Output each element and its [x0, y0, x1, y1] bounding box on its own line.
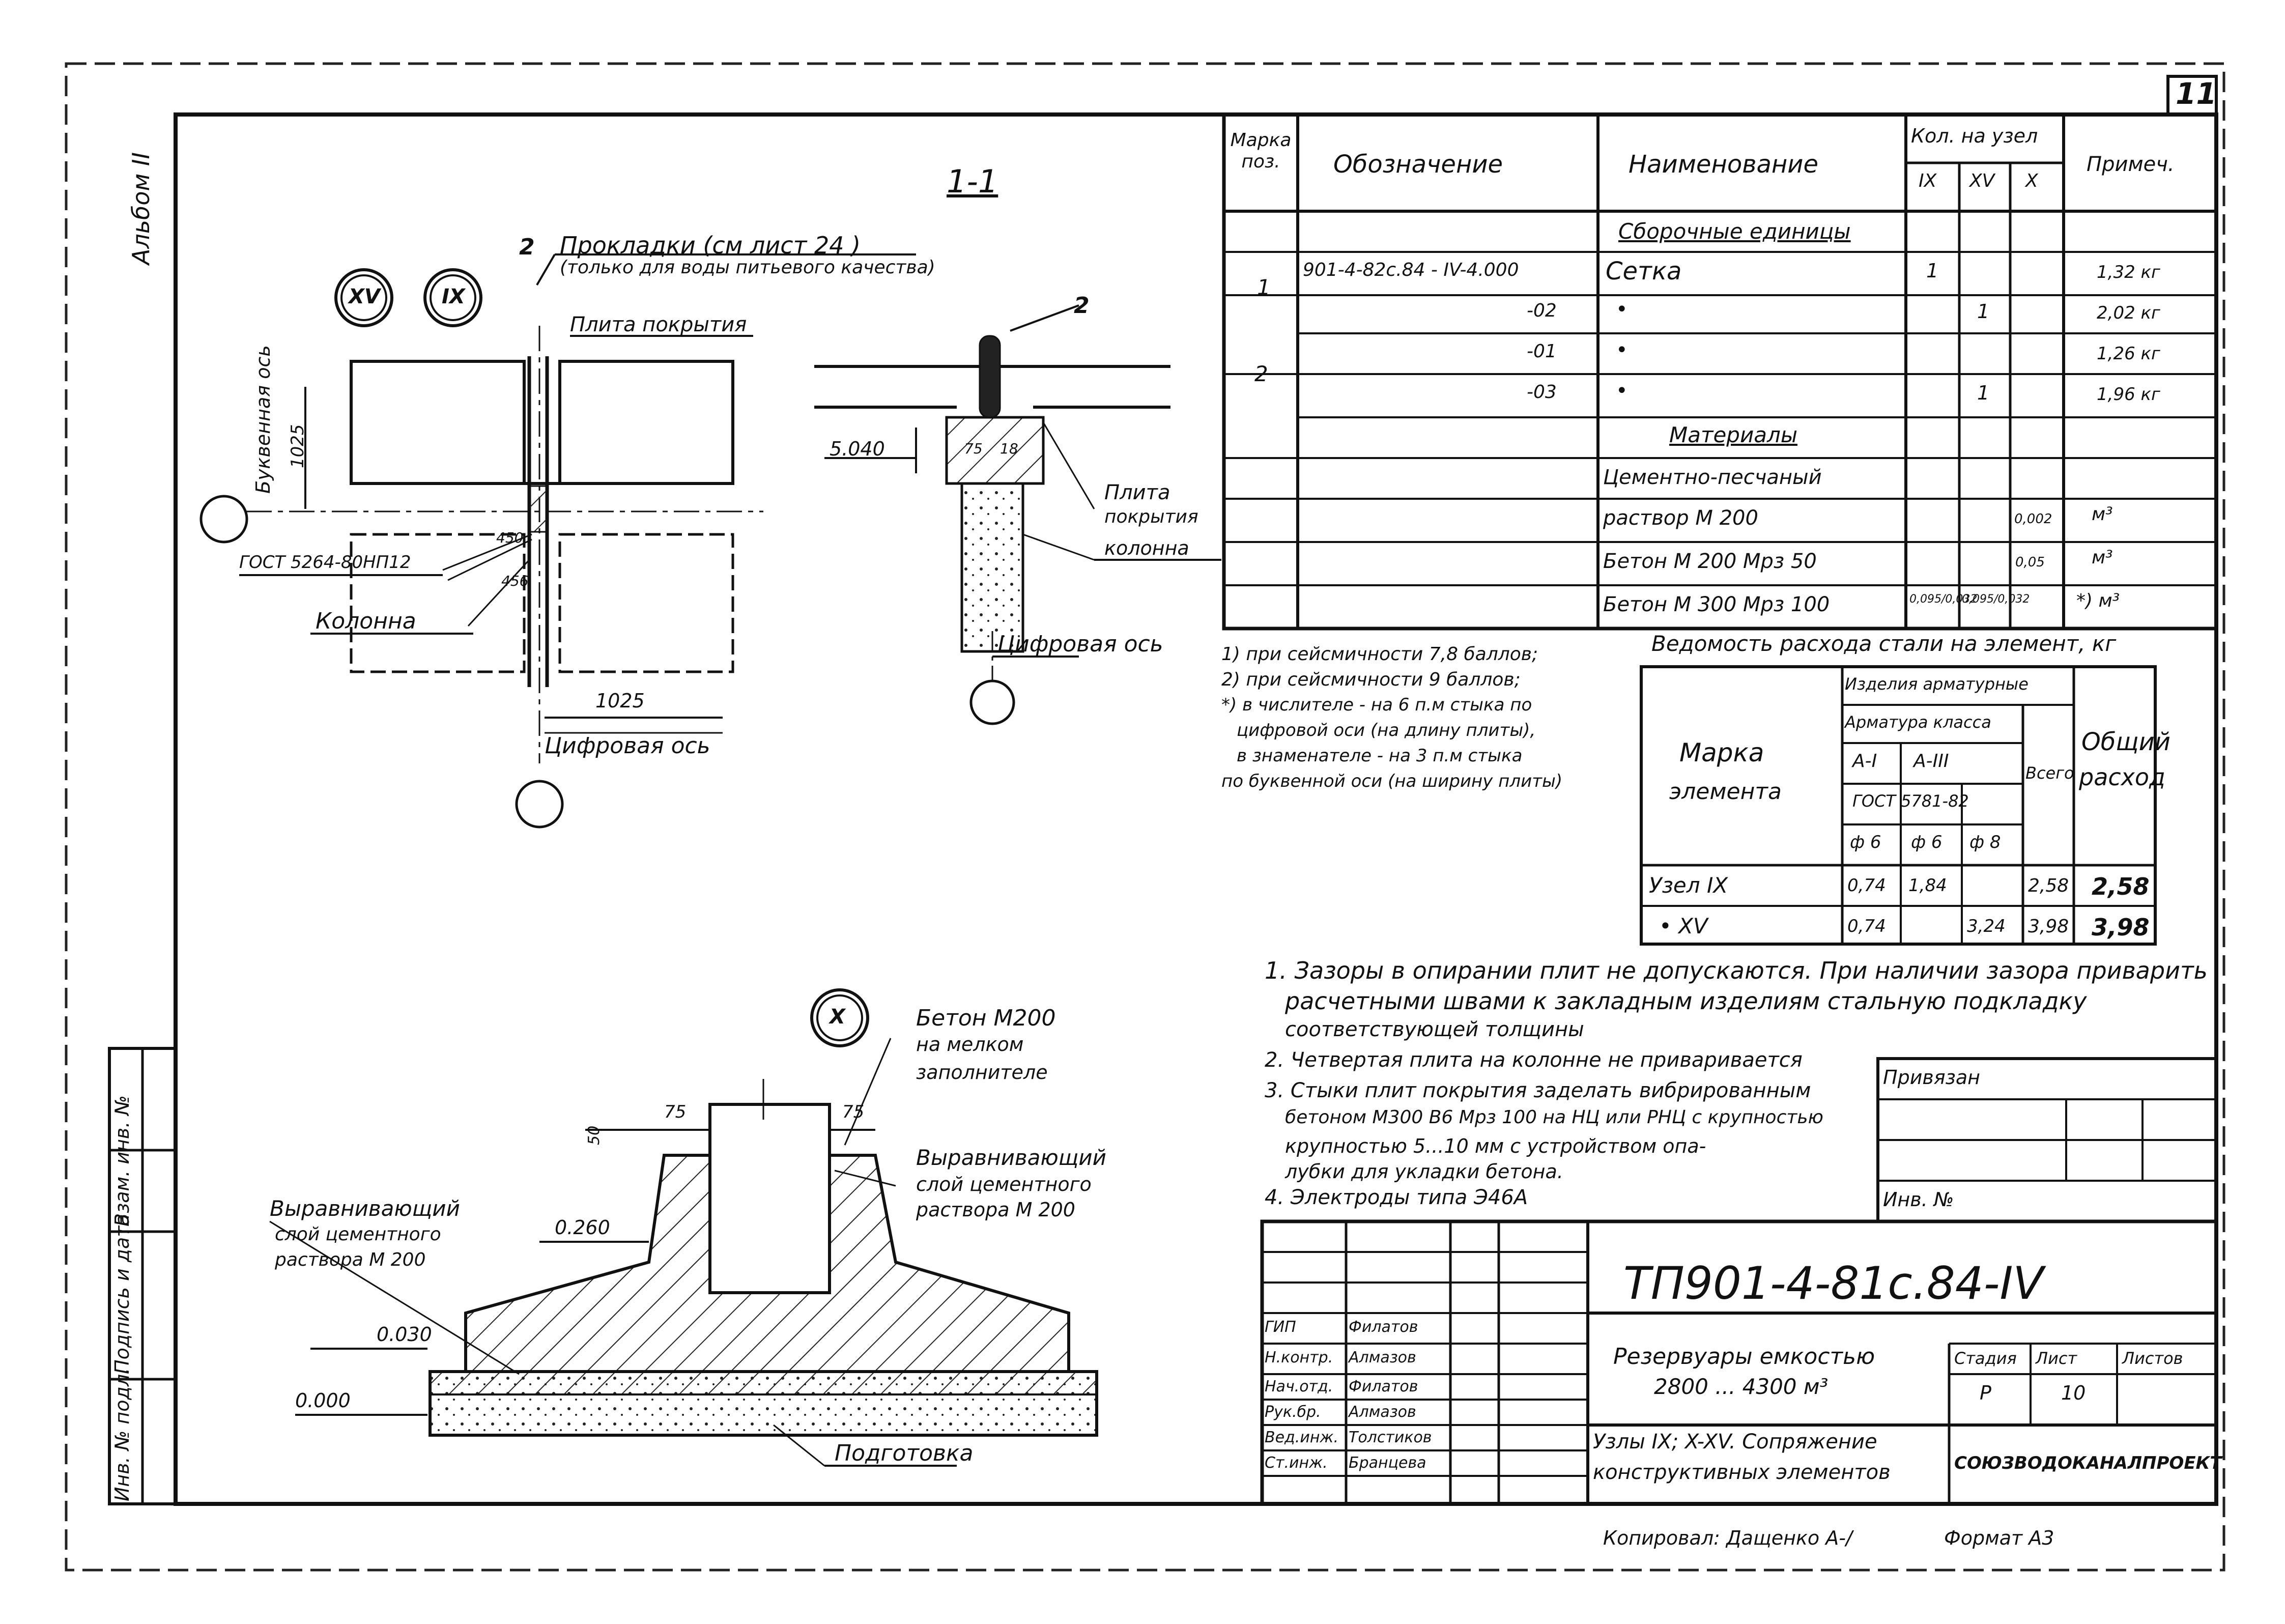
footnote: *) в числителе - на 6 п.м стыка по [1221, 695, 1532, 715]
node-x-level-left-1: Выравнивающий [270, 1196, 460, 1221]
stamp-code: ТП901-4-81с.84-IV [1623, 1257, 2044, 1309]
note-line: 4. Электроды типа Э46А [1265, 1186, 1528, 1209]
footnote: 2) при сейсмичности 9 баллов; [1221, 669, 1521, 690]
footnote: 1) при сейсмичности 7,8 баллов; [1221, 644, 1538, 665]
steel-row-total: 3,98 [2028, 916, 2069, 937]
stamp-role: Вед.инж. [1265, 1429, 1338, 1446]
digit-axis-bubble-center [971, 681, 1014, 724]
material-note: м³ [2092, 504, 2113, 525]
letter-axis-label: Буквенная ось [252, 345, 274, 494]
steel-header-d3: ф 8 [1969, 832, 2001, 852]
stamp-role: Н.контр. [1265, 1349, 1333, 1366]
steel-header-mark-2: элемента [1669, 779, 1782, 805]
spec-header-q2: XV [1969, 170, 1995, 191]
spec-row-designation: -01 [1527, 341, 1557, 362]
node-x-concrete-1: Бетон М200 [916, 1005, 1056, 1031]
material-q1: 0,095/0,032 [1909, 593, 1978, 606]
gasket-note-2: (только для воды питьевого качества) [560, 257, 935, 278]
column-label-right: колонна [1104, 537, 1189, 559]
steel-header-total: Всего [2025, 763, 2074, 783]
gost-label: ГОСТ 5264-80НП12 [239, 552, 411, 573]
steel-header-a1: А-I [1852, 751, 1877, 772]
side-label-sign: Подпись и дата [111, 1214, 133, 1374]
node-x-dim-75a: 75 [664, 1102, 687, 1122]
steel-row-mark: • XV [1659, 914, 1708, 938]
material-q3: 0,002 [2014, 511, 2052, 527]
stamp-org: СОЮЗВОДОКАНАЛПРОЕКТ [1954, 1453, 2222, 1473]
steel-row-total: 2,58 [2028, 875, 2069, 896]
spec-row-name: • [1616, 338, 1628, 362]
steel-row-mark: Узел IX [1649, 873, 1728, 898]
material-note: *) м³ [2076, 590, 2120, 611]
spec-row-note: 2,02 кг [2097, 303, 2160, 323]
spec-row-q2: 1 [1977, 300, 1990, 323]
material-name: Бетон М 200 Мрз 50 [1603, 550, 1817, 573]
dim-456: 456 [501, 573, 529, 589]
node-x-level-right-2: слой цементного [916, 1173, 1092, 1195]
stamp-stage-header: Стадия [1954, 1349, 2017, 1368]
digit-axis-label: Цифровая ось [545, 733, 710, 759]
note-line: 3. Стыки плит покрытия заделать вибрированным [1265, 1079, 1811, 1102]
album-label: Альбом II [127, 152, 155, 265]
dim-5040: 5.040 [830, 438, 885, 460]
stamp-inv: Инв. № [1883, 1188, 1954, 1211]
column-label: Колонна [316, 608, 416, 634]
note-line: соответствующей толщины [1285, 1018, 1584, 1041]
slab-label: Плита покрытия [570, 313, 747, 336]
spec-row-pos: 2 [1254, 361, 1268, 386]
steel-header-group: Изделия арматурные [1845, 674, 2029, 694]
side-label-repl: Взам. инв. № [111, 1095, 133, 1227]
node-x-dim-0000: 0.000 [295, 1389, 351, 1412]
steel-header-d1: ф 6 [1850, 832, 1881, 852]
dim-18: 18 [1000, 440, 1018, 457]
digit-axis-bubble [517, 781, 562, 827]
stamp-person: Бранцева [1349, 1454, 1426, 1472]
copied-by: Копировал: Дащенко А-/ [1603, 1527, 1852, 1549]
stamp-role: Нач.отд. [1265, 1378, 1333, 1395]
spec-section-materials: Материалы [1669, 422, 1797, 447]
stamp-role: ГИП [1265, 1318, 1296, 1336]
stamp-subtitle-2: конструктивных элементов [1593, 1461, 1891, 1484]
material-q2: 0,095/0,032 [1962, 593, 2030, 606]
steel-table-title: Ведомость расхода стали на элемент, кг [1651, 631, 2117, 656]
node-x-level-right-3: раствора М 200 [916, 1199, 1075, 1221]
spec-row-designation: 901-4-82с.84 - IV-4.000 [1303, 260, 1519, 280]
spec-section-assemblies: Сборочные единицы [1618, 219, 1851, 244]
footnote: цифровой оси (на длину плиты), [1237, 720, 1536, 740]
spec-row-name: • [1616, 379, 1628, 403]
digit-axis-label-right: Цифровая ось [997, 631, 1163, 657]
steel-header-gost: ГОСТ 5781-82 [1852, 791, 1969, 811]
footnote: в знаменателе - на 3 п.м стыка [1237, 746, 1523, 766]
node-x-level-left-2: слой цементного [275, 1224, 441, 1245]
slab-label-right-1: Плита [1104, 481, 1170, 504]
node-x-level-left-3: раствора М 200 [275, 1249, 426, 1270]
spec-row-q2: 1 [1977, 382, 1990, 404]
note-line: 1. Зазоры в опирании плит не допускаются. При наличии зазора приварить [1265, 957, 2208, 984]
dim-75: 75 [964, 440, 983, 457]
node-x-dim-0030: 0.030 [377, 1323, 432, 1346]
spec-header-q1: IX [1919, 170, 1937, 191]
stamp-role: Рук.бр. [1265, 1403, 1321, 1421]
node-x-dim-0260: 0.260 [555, 1216, 610, 1239]
stamp-linked: Привязан [1883, 1066, 1980, 1089]
material-note: м³ [2092, 547, 2113, 568]
spec-header-pos: Марка поз. [1230, 130, 1292, 172]
note-line: лубки для укладки бетона. [1285, 1160, 1563, 1183]
spec-header-note: Примеч. [2087, 153, 2175, 176]
material-name: раствор М 200 [1603, 506, 1758, 530]
stamp-person: Алмазов [1349, 1349, 1416, 1366]
gasket-note-1: Прокладки (см лист 24 ) [560, 232, 861, 259]
steel-header-a3: А-III [1913, 751, 1949, 772]
stamp-title-2: 2800 ... 4300 м³ [1654, 1374, 1829, 1399]
spec-row-name: Сетка [1606, 257, 1682, 286]
spec-row-q1: 1 [1926, 260, 1939, 282]
spec-header-qty: Кол. на узел [1911, 125, 2038, 147]
letter-axis-bubble [201, 496, 247, 542]
stamp-person: Филатов [1349, 1378, 1418, 1395]
stamp-person: Филатов [1349, 1318, 1418, 1336]
node-x-concrete-2: на мелком [916, 1033, 1024, 1056]
footnote: по буквенной оси (на ширину плиты) [1221, 771, 1563, 791]
note-line: крупностью 5...10 мм с устройством опа- [1285, 1135, 1706, 1157]
steel-row-general: 2,58 [2092, 873, 2150, 900]
stamp-sheets-header: Листов [2122, 1349, 2183, 1368]
dim-450: 450 [496, 529, 524, 546]
steel-row-a1: 0,74 [1847, 875, 1886, 896]
node-x-dim-75b: 75 [842, 1102, 865, 1122]
steel-row-a3-8: 3,24 [1967, 916, 2006, 936]
steel-header-d2: ф 6 [1911, 832, 1943, 852]
steel-header-mark-1: Марка [1679, 738, 1764, 767]
stamp-person: Толстиков [1349, 1429, 1432, 1446]
node-x-concrete-3: заполнителе [916, 1061, 1048, 1084]
marker-xv-label: XV [349, 285, 380, 308]
dim-1025: 1025 [595, 690, 645, 712]
callout-2b: 2 [1074, 293, 1090, 319]
steel-header-general-2: расход [2079, 763, 2165, 791]
spec-row-name: • [1616, 298, 1628, 321]
spec-row-designation: -02 [1527, 300, 1557, 321]
steel-row-a3-6: 1,84 [1908, 875, 1947, 896]
note-line: бетоном М300 В6 Мрз 100 на НЦ или РНЦ с крупностью [1285, 1107, 1823, 1128]
note-line: 2. Четвертая плита на колонне не приваривается [1265, 1048, 1803, 1072]
sheet-number: 11 [2176, 76, 2217, 111]
spec-header-name: Наименование [1629, 150, 1819, 179]
stamp-role: Ст.инж. [1265, 1454, 1328, 1472]
spec-header-designation: Обозначение [1333, 150, 1503, 179]
stamp-person: Алмазов [1349, 1403, 1416, 1421]
spec-row-designation: -03 [1527, 382, 1557, 403]
steel-header-class: Арматура класса [1845, 713, 1991, 732]
spec-row-pos: 1 [1257, 275, 1271, 300]
node-x-prep: Подготовка [835, 1440, 974, 1466]
dim-1025-vertical: 1025 [288, 424, 308, 468]
slab-label-right-2: покрытия [1104, 506, 1198, 527]
spec-row-note: 1,32 кг [2097, 262, 2160, 282]
spec-header-q3: X [2025, 170, 2038, 191]
node-x-dim-50: 50 [585, 1125, 603, 1145]
stamp-title-1: Резервуары емкостью [1613, 1344, 1875, 1370]
stamp-sheet: 10 [2061, 1382, 2086, 1404]
callout-2a: 2 [519, 234, 535, 260]
marker-ix-label: IX [442, 285, 465, 308]
stamp-stage: Р [1980, 1382, 1991, 1404]
material-name: Бетон М 300 Мрз 100 [1603, 593, 1830, 616]
stamp-subtitle-1: Узлы IX; X-XV. Сопряжение [1593, 1430, 1877, 1454]
stamp-sheet-header: Лист [2036, 1349, 2077, 1368]
side-label-inv: Инв. № подл. [111, 1367, 133, 1501]
steel-header-general-1: Общий [2081, 728, 2170, 756]
steel-row-general: 3,98 [2092, 914, 2150, 941]
note-line: расчетными швами к закладным изделиям стальную подкладку [1285, 987, 2087, 1015]
spec-row-note: 1,26 кг [2097, 344, 2160, 364]
marker-x-label: X [830, 1005, 845, 1029]
spec-row-note: 1,96 кг [2097, 384, 2160, 405]
section-title: 1-1 [947, 163, 998, 200]
node-x-level-right-1: Выравнивающий [916, 1145, 1106, 1170]
material-name: Цементно-песчаный [1603, 466, 1822, 489]
format-label: Формат А3 [1944, 1527, 2054, 1549]
steel-row-a1: 0,74 [1847, 916, 1886, 936]
material-q3: 0,05 [2015, 555, 2045, 570]
